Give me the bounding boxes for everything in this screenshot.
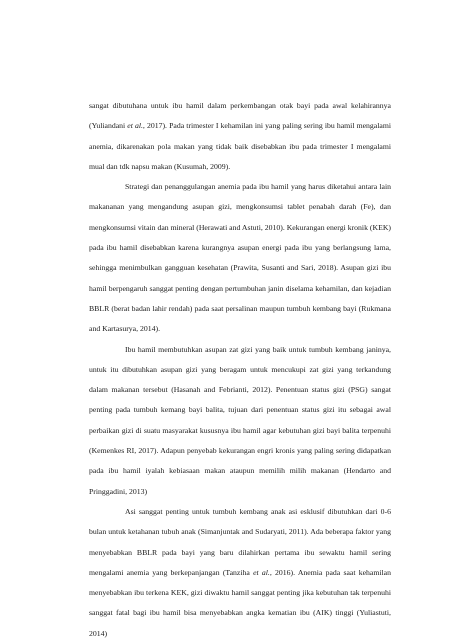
paragraph-4 [89,502,391,644]
paragraph-4-text-b: , 2016). Anemia pada saat kehamilan menyebabkan ibu terkena KEK, gizi diwaktu hamil sanggat penting jika kebutuhan tak terpenuhi sanggat fatal bagi ibu hamil bisa menyebabkan angka kematian ibu (AIK) tinggi (Yuliastuti, 2014) [89,567,392,638]
paragraph-4-italic-et-al: et al. [253,567,270,577]
paragraph-4-text-a: Asi sanggat penting untuk tumbuh kembang anak asi esklusif dibutuhkan dari 0-6 bulan untuk ketahanan tubuh anak (Simanjuntak and Sudaryati, 2011). Ada beberapa faktor yang menyebabkan BBLR pada bayi yang baru dilahirkan pertama ibu sewaktu hamil sering mengalami anemia yang berkepanjangan (Tanziha [89,506,391,577]
paragraph-2-text: Strategi dan penanggulangan anemia pada ibu hamil yang harus diketahui antara lain makananan yang mengandung asupan gizi, mengkonsumsi tablet penabah darah (Fe), dan mengkonsumsi vitain dan mineral (Herawati and Astuti, 2010). Kekurangan energi kronik (KEK) pada ibu hamil disebabkan karena kurangnya asupan energi pada ibu yang berlangsung lama, sehingga menimbulkan gangguan kesehatan (Prawita, Susanti and Sari, 2018). Asupan gizi ibu hamil berpengaruh sanggat penting dengan pertumbuhan janin diselama kehamilan, dan kejadian BBLR (berat badan lahir rendah) pada saat persalinan maupun tumbuh kembang bayi (Rukmana and Kartasurya, 2014). [89,182,391,334]
paragraph-2 [89,177,391,339]
paragraph-3 [89,340,391,502]
paragraph-1-italic-et-al: et al. [127,121,143,131]
body-text [89,96,391,644]
paragraph-1-text-b: , 2017). Pada trimester I kehamilan ini yang paling sering ibu hamil mengalami anemia, dikarenakan pola makan yang tidak baik disebabkan ibu pada trimester I mengalami mual dan tdk napsu makan (Kusumah, 2009). [89,121,392,171]
paragraph-1-text-a: sangat dibutuhana untuk ibu hamil dalam perkembangan otak bayi pada awal kelahirannya (Yuliandani [89,101,391,131]
paragraph-3-text: Ibu hamil membutuhkan asupan zat gizi yang baik untuk tumbuh kembang janinya, untuk itu dibutuhkan asupan gizi yang beragam untuk mencukupi zat gizi yang terkandung dalam makanan tersebut (Hasanah and Febrianti, 2012). Penentuan status gizi (PSG) sangat penting pada tumbuh kemang bayi balita, tujuan dari penentuan status gizi itu sebagai awal perbaikan gizi di suatu masyarakat kususnya ibu hamil agar kebutuhan gizi bayi balita terpenuhi (Kemenkes RI, 2017). Adapun penyebab kekurangan engri kronis yang paling sering didapatkan pada ibu hamil iyalah kebiasaan makan ataupun memilih milih makanan (Hendarto and Pringgadini, 2013) [89,344,391,496]
paragraph-1 [89,96,391,177]
